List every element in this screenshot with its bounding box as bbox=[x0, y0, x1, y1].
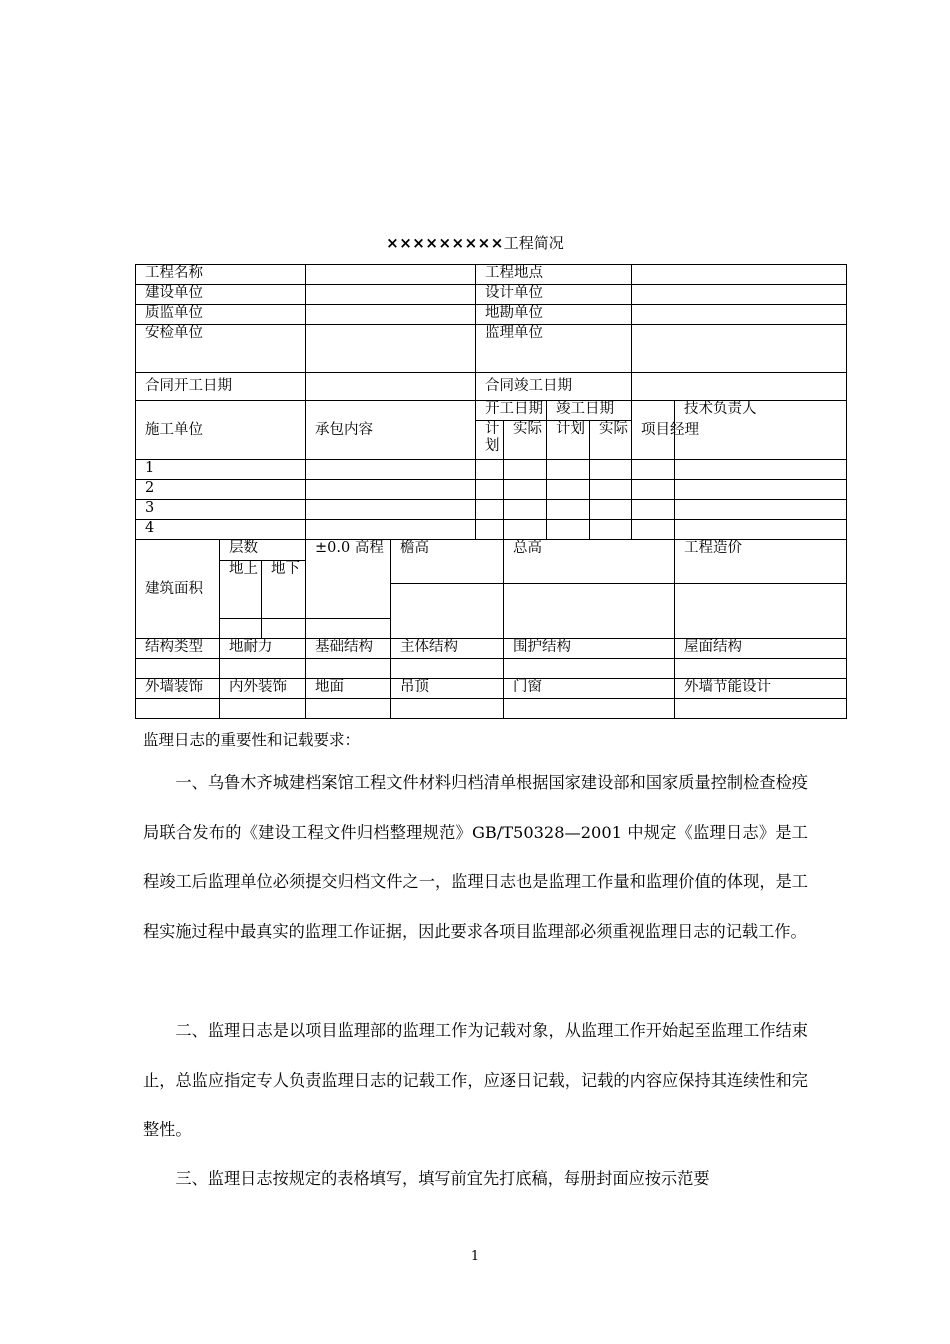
value-quality-unit[interactable] bbox=[306, 305, 476, 325]
label-enclosure: 围护结构 bbox=[504, 639, 675, 659]
value-survey-unit[interactable] bbox=[632, 305, 847, 325]
table-cell[interactable] bbox=[306, 520, 476, 540]
value-design-unit[interactable] bbox=[632, 285, 847, 305]
table-cell[interactable] bbox=[476, 500, 504, 520]
header-end-actual: 实际 bbox=[590, 421, 632, 460]
label-facade: 外墙装饰 bbox=[136, 679, 220, 699]
label-survey-unit: 地勘单位 bbox=[476, 305, 632, 325]
section-heading: 监理日志的重要性和记载要求： bbox=[143, 731, 361, 749]
label-below-ground: 地下 bbox=[262, 561, 306, 619]
header-end-plan: 计划 bbox=[547, 421, 590, 460]
table-cell[interactable] bbox=[476, 460, 504, 480]
value-project-name[interactable] bbox=[306, 265, 476, 285]
table-cell[interactable] bbox=[306, 699, 391, 719]
label-elevation: ±0.0 高程 bbox=[306, 540, 391, 619]
paragraph-3: 三、监理日志按规定的表格填写，填写前宜先打底稿，每册封面应按示范要 bbox=[175, 1169, 710, 1188]
table-cell[interactable] bbox=[391, 659, 504, 679]
table-cell[interactable] bbox=[590, 460, 632, 480]
value-below-ground[interactable] bbox=[262, 619, 306, 639]
table-cell[interactable] bbox=[675, 520, 847, 540]
label-design-unit: 设计单位 bbox=[476, 285, 632, 305]
value-eave-height[interactable] bbox=[391, 584, 504, 639]
table-cell[interactable] bbox=[675, 460, 847, 480]
value-contract-start[interactable] bbox=[306, 373, 476, 401]
label-foundation: 基础结构 bbox=[306, 639, 391, 659]
table-cell[interactable] bbox=[476, 520, 504, 540]
title-marks: ××××××××× bbox=[386, 234, 504, 252]
table-cell[interactable] bbox=[306, 500, 476, 520]
table-cell[interactable] bbox=[504, 480, 547, 500]
value-above-ground[interactable] bbox=[220, 619, 262, 639]
table-cell[interactable] bbox=[220, 699, 306, 719]
label-energy: 外墙节能设计 bbox=[675, 679, 847, 699]
label-building-area: 建筑面积 bbox=[136, 540, 220, 639]
table-cell[interactable] bbox=[476, 480, 504, 500]
table-cell[interactable] bbox=[632, 480, 675, 500]
table-cell[interactable] bbox=[136, 699, 220, 719]
label-eave-height: 檐高 bbox=[391, 540, 504, 584]
page-number: 1 bbox=[470, 1249, 480, 1264]
row-number: 3 bbox=[136, 500, 306, 520]
label-floors: 层数 bbox=[220, 540, 306, 561]
table-cell[interactable] bbox=[675, 500, 847, 520]
label-above-ground: 地上 bbox=[220, 561, 262, 619]
table-cell[interactable] bbox=[675, 480, 847, 500]
table-cell[interactable] bbox=[632, 460, 675, 480]
label-contract-start: 合同开工日期 bbox=[136, 373, 306, 401]
label-project-location: 工程地点 bbox=[476, 265, 632, 285]
table-cell[interactable] bbox=[504, 520, 547, 540]
header-start-plan: 计划 bbox=[476, 421, 504, 460]
header-end-date: 竣工日期 bbox=[547, 401, 632, 421]
value-elevation[interactable] bbox=[306, 619, 391, 639]
header-start-actual: 实际 bbox=[504, 421, 547, 460]
table-cell[interactable] bbox=[306, 460, 476, 480]
table-cell[interactable] bbox=[306, 659, 391, 679]
label-ceiling: 吊顶 bbox=[391, 679, 504, 699]
label-construction-unit: 建设单位 bbox=[136, 285, 306, 305]
value-contract-end[interactable] bbox=[632, 373, 847, 401]
label-structure-type: 结构类型 bbox=[136, 639, 220, 659]
value-safety-unit[interactable] bbox=[306, 325, 476, 373]
label-safety-unit: 安检单位 bbox=[136, 325, 306, 373]
table-cell[interactable] bbox=[504, 500, 547, 520]
label-contract-end: 合同竣工日期 bbox=[476, 373, 632, 401]
row-number: 4 bbox=[136, 520, 306, 540]
table-cell[interactable] bbox=[632, 500, 675, 520]
table-cell[interactable] bbox=[590, 520, 632, 540]
table-cell[interactable] bbox=[590, 480, 632, 500]
paragraph-2: 二、监理日志是以项目监理部的监理工作为记载对象，从监理工作开始起至监理工作结束止，总监应指定专人负责监理日志的记载工作，应逐日记载，记载的内容应保持其连续性和完整性。 bbox=[143, 1021, 808, 1139]
label-quality-unit: 质监单位 bbox=[136, 305, 306, 325]
value-supervision-unit[interactable] bbox=[632, 325, 847, 373]
value-project-location[interactable] bbox=[632, 265, 847, 285]
table-cell[interactable] bbox=[504, 460, 547, 480]
table-cell[interactable] bbox=[675, 699, 847, 719]
table-cell[interactable] bbox=[504, 699, 675, 719]
table-cell[interactable] bbox=[136, 659, 220, 679]
row-number: 1 bbox=[136, 460, 306, 480]
header-contract-content: 承包内容 bbox=[306, 401, 476, 460]
value-construction-unit[interactable] bbox=[306, 285, 476, 305]
paragraph-1: 一、乌鲁木齐城建档案馆工程文件材料归档清单根据国家建设部和国家质量控制检查检疫局联合发布的《建设工程文件归档整理规范》GB/T50328—2001 中规定《监理日志》是工程竣工后监理单位必须提交归档文件之一，监理日志也是监理工作量和监理价值的体现，是工程实施过程中最真实的监理工作证据，因此要求各项目监理部必须重视监理日志的记载工作。 bbox=[143, 773, 808, 941]
value-cost[interactable] bbox=[675, 584, 847, 639]
value-total-height[interactable] bbox=[504, 584, 675, 639]
label-doors: 门窗 bbox=[504, 679, 675, 699]
table-cell[interactable] bbox=[547, 480, 590, 500]
label-total-height: 总高 bbox=[504, 540, 675, 584]
table-cell[interactable] bbox=[547, 460, 590, 480]
header-tech-lead: 技术负责人 bbox=[675, 401, 847, 460]
table-cell[interactable] bbox=[391, 699, 504, 719]
label-cost: 工程造价 bbox=[675, 540, 847, 584]
table-cell[interactable] bbox=[504, 659, 675, 679]
header-start-date: 开工日期 bbox=[476, 401, 547, 421]
label-roof: 屋面结构 bbox=[675, 639, 847, 659]
header-builder: 施工单位 bbox=[136, 401, 306, 460]
label-bearing: 地耐力 bbox=[220, 639, 306, 659]
table-cell[interactable] bbox=[632, 520, 675, 540]
label-floor: 地面 bbox=[306, 679, 391, 699]
table-cell[interactable] bbox=[547, 520, 590, 540]
label-main-structure: 主体结构 bbox=[391, 639, 504, 659]
label-project-name: 工程名称 bbox=[136, 265, 306, 285]
label-decoration: 内外装饰 bbox=[220, 679, 306, 699]
page-title bbox=[0, 232, 950, 253]
table-cell[interactable] bbox=[675, 659, 847, 679]
label-supervision-unit: 监理单位 bbox=[476, 325, 632, 373]
table-cell[interactable] bbox=[306, 480, 476, 500]
row-number: 2 bbox=[136, 480, 306, 500]
table-cell[interactable] bbox=[547, 500, 590, 520]
project-info-table bbox=[135, 264, 847, 719]
title-text: 工程简况 bbox=[503, 234, 564, 252]
header-project-manager: 项目经理 bbox=[632, 401, 675, 460]
table-cell[interactable] bbox=[220, 659, 306, 679]
table-cell[interactable] bbox=[590, 500, 632, 520]
